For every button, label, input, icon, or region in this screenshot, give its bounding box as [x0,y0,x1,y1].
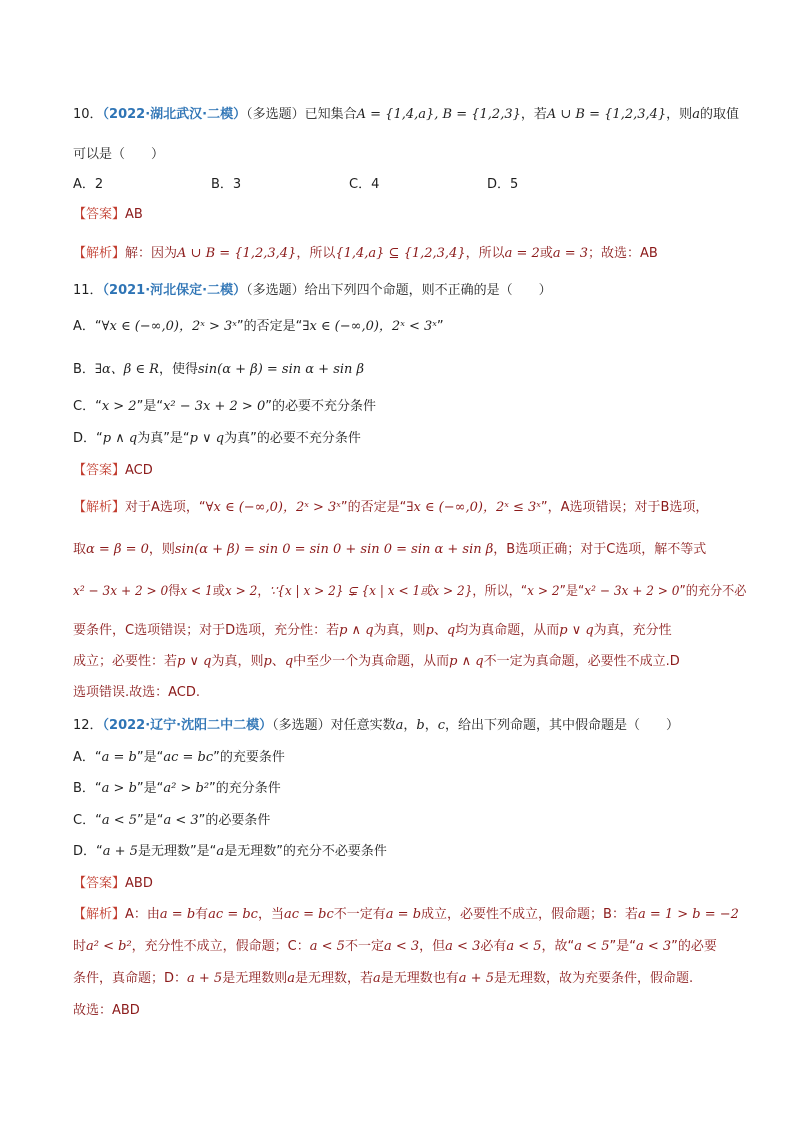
math-expression: a = b [385,907,422,922]
line-q11-exp6 [73,684,200,702]
text-run: ”是“ [136,399,164,414]
text-run: 对于A选项，“ [125,500,206,515]
text-run: 的取值 [699,107,739,122]
text-run: ACD [125,463,153,478]
text-run: ”是“ [559,584,585,599]
math-expression: x > 2 [527,584,560,599]
math-expression: p ∧ q [449,654,484,669]
text-run: （多选题）已知集合 [246,107,357,122]
line-q12-ans [73,875,153,893]
math-expression: a < 5 [506,939,542,954]
math-expression: ac = bc [163,750,214,765]
text-run: D．“ [73,844,103,859]
math-expression: a = b [101,750,137,765]
question-source: （2021·河北保定·二模） [102,283,247,298]
line-q10-ans [73,206,143,224]
text-run: 是无理数则 [222,971,288,986]
math-expression: a < 5 [574,939,610,954]
text-run: D．“ [73,431,103,446]
text-run: 条件，真命题；D： [73,971,188,986]
math-expression: A = {1,4,a}, B = {1,2,3} [356,107,521,122]
line-q12-stem [73,717,679,735]
section-tag: 【解析】 [73,246,126,261]
math-expression: a² < b² [86,939,132,954]
line-q12-exp2 [73,938,717,956]
math-expression: a = b [159,907,196,922]
option-0: A．2 [73,177,104,192]
text-run: ”是“ [609,939,636,954]
text-run: ”的否定是“ [340,500,407,515]
math-expression: p ∨ q [559,623,594,638]
text-run: 是无理数”是“ [137,844,217,859]
text-run: ”的必要条件 [198,813,271,828]
text-run: ， [403,718,417,733]
text-run: ”的充分条件 [209,781,281,796]
question-source: （2022·湖北武汉·二模） [102,107,247,122]
text-run: 成立；必要性：若 [73,654,178,669]
text-run: 必有 [480,939,507,954]
text-run: A．“ [73,750,102,765]
math-expression: a [692,107,700,122]
text-run: 10． [73,107,103,122]
line-q11-stem [73,282,552,300]
text-run: ，所以，“ [472,584,528,599]
text-run: A：由 [125,907,160,922]
text-run: ”的充分不必 [679,584,747,599]
line-q11-ans [73,462,153,480]
text-run: AB [125,207,143,222]
math-expression: α = β = 0 [86,542,149,557]
text-run: ， [424,718,438,733]
text-run: 成立，必要性不成立，假命题；B：若 [421,907,638,922]
line-q11-exp5 [73,653,680,671]
text-run: 11． [73,283,103,298]
question-source: （2022·辽宁·沈阳二中二模） [102,718,273,733]
math-expression: x² − 3x + 2 > 0 [584,584,680,599]
math-expression: a = 2 [504,246,540,261]
math-expression: {1,4,a} ⊆ {1,2,3,4} [335,246,466,261]
line-q12-exp1 [73,906,739,924]
text-run: 、 [271,654,285,669]
text-run: ”的必要不充分条件 [265,399,376,414]
math-expression: sin(α + β) = sin α + sin β [197,362,365,377]
math-expression: a + 5 [458,971,494,986]
text-run: 解：因为 [125,246,178,261]
text-run: ”是“ [136,781,164,796]
text-run: 不一定有 [333,907,386,922]
line-q11-exp3 [73,583,746,601]
math-expression: p [263,654,272,669]
math-expression: q [446,623,456,638]
text-run: ， [257,584,270,599]
line-q11-exp4 [73,622,672,640]
line-q11-a [73,318,444,336]
math-expression: q [284,654,294,669]
line-q12-exp3 [73,970,693,988]
line-q12-a [73,749,285,767]
text-run: ，故“ [541,939,575,954]
text-run: 选项错误.故选：ACD. [73,685,201,700]
math-expression: ∃α、β ∈ R [94,362,159,377]
math-expression: a [373,971,381,986]
line-q12-d [73,843,387,861]
text-run: 是无理数也有 [380,971,459,986]
text-run: ，B选项正确；对于C选项，解不等式 [493,542,707,557]
text-run: ”，A选项错误；对于B选项， [540,500,709,515]
text-run: 12． [73,718,103,733]
line-q10-opts [73,176,625,194]
math-expression: ∀x ∈ (−∞,0)，2ˣ > 3ˣ [101,319,237,334]
math-expression: a > b [101,781,137,796]
text-run: 是无理数，若 [294,971,373,986]
math-expression: a < 3 [635,939,672,954]
text-run: B．“ [73,781,102,796]
math-expression: ∀x ∈ (−∞,0)，2ˣ > 3ˣ [205,500,341,515]
line-q10-stem [73,106,739,124]
math-expression: a < 3 [383,939,420,954]
text-run: ”的充要条件 [213,750,285,765]
math-expression: a < 5 [309,939,345,954]
section-tag: 【答案】 [73,876,126,891]
line-q11-c [73,398,376,416]
math-expression: a = 3 [552,246,589,261]
text-run: ” [436,319,444,334]
text-run: ”的否定是“ [236,319,303,334]
text-run: 为真”是“ [137,431,190,446]
text-run: ，给出下列命题，其中假命题是（ ） [445,718,680,733]
math-expression: p ∨ q [177,654,212,669]
math-expression: p ∨ q [189,431,225,446]
text-run: ，所以 [465,246,505,261]
math-expression: A ∪ B = {1,2,3,4} [546,107,667,122]
text-run: C．“ [73,813,102,828]
math-expression: a < 3 [163,813,199,828]
math-expression: ac = bc [283,907,334,922]
text-run: ，当 [257,907,284,922]
math-expression: a² > b² [163,781,210,796]
section-tag: 【解析】 [73,907,126,922]
math-expression: a < 5 [101,813,137,828]
math-expression: x > 2 [224,584,258,599]
text-run: 得 [168,584,181,599]
line-q12-c [73,812,270,830]
text-run: 或 [539,246,553,261]
math-expression: a [287,971,295,986]
math-expression: p [425,623,434,638]
line-q11-d [73,430,361,448]
math-expression: a [216,844,225,859]
text-run: 中至少一个为真命题，从而 [293,654,450,669]
option-2: C．4 [349,177,380,192]
math-expression: A ∪ B = {1,2,3,4} [177,246,297,261]
math-expression: ∵{x | x > 2} ⊊ {x | x < 1或x > 2} [269,584,473,599]
line-q12-exp4 [73,1002,140,1020]
text-run: （多选题）给出下列四个命题，则不正确的是（ ） [246,283,552,298]
math-expression: x < 1 [180,584,213,599]
math-expression: x² − 3x + 2 > 0 [163,399,266,414]
math-expression: a [395,718,404,733]
math-expression: ∃x ∈ (−∞,0)，2ˣ < 3ˣ [302,319,437,334]
text-run: 是无理数”的充分不必要条件 [224,844,387,859]
text-run: 均为真命题，从而 [455,623,560,638]
section-tag: 【解析】 [73,500,126,515]
text-run: ，充分性不成立，假命题；C： [131,939,310,954]
math-expression: b [416,718,425,733]
text-run: 不一定 [344,939,384,954]
text-run: 不一定为真命题，必要性不成立.D [483,654,680,669]
text-run: 时 [73,939,87,954]
math-expression: ac = bc [208,907,258,922]
text-run: 故选：ABD [73,1003,140,1018]
section-tag: 【答案】 [73,207,126,222]
text-run: ，若 [520,107,547,122]
line-q11-b [73,361,364,379]
text-run: ，但 [419,939,446,954]
text-run: 为真，则 [211,654,264,669]
text-run: 为真”的必要不充分条件 [224,431,361,446]
math-expression: x² − 3x + 2 > 0 [73,584,169,599]
text-run: ”是“ [136,750,164,765]
text-run: ABD [125,876,153,891]
text-run: 或 [212,584,225,599]
text-run: 为真，则 [373,623,426,638]
line-q10-exp [73,245,658,263]
math-expression: c [437,718,446,733]
text-run: ，则 [666,107,693,122]
text-run: ，所以 [296,246,336,261]
math-expression: x > 2 [101,399,137,414]
text-run: ，使得 [158,362,198,377]
text-run: （多选题）对任意实数 [272,718,396,733]
text-run: 是无理数，故为充要条件，假命题. [493,971,694,986]
text-run: ”是“ [137,813,164,828]
text-run: ，则 [148,542,175,557]
text-run: A．“ [73,319,102,334]
math-expression: a + 5 [102,844,138,859]
math-expression: ∃x ∈ (−∞,0)，2ˣ ≤ 3ˣ [406,500,541,515]
text-run: 取 [73,542,87,557]
line-q11-exp1 [73,499,708,517]
text-run: ”的必要 [671,939,717,954]
text-run: C．“ [73,399,102,414]
math-expression: a < 3 [445,939,481,954]
math-expression: p ∧ q [339,623,374,638]
math-expression: a = 1 > b = −2 [637,907,739,922]
text-run: B． [73,362,95,377]
option-3: D．5 [487,177,519,192]
section-tag: 【答案】 [73,463,126,478]
text-run: 为真，充分性 [593,623,672,638]
text-run: 可以是（ ） [73,147,165,162]
text-run: 、 [433,623,447,638]
option-1: B．3 [211,177,242,192]
math-expression: p ∧ q [102,431,138,446]
text-run: 有 [195,907,209,922]
math-expression: a + 5 [187,971,223,986]
text-run: 要条件，C选项错误；对于D选项，充分性：若 [73,623,340,638]
line-q12-b [73,780,281,798]
text-run: ；故选：AB [588,246,658,261]
line-q10-stem2 [73,146,164,164]
line-q11-exp2 [73,541,706,559]
math-expression: sin(α + β) = sin 0 = sin 0 + sin 0 = sin α + sin β [174,542,494,557]
